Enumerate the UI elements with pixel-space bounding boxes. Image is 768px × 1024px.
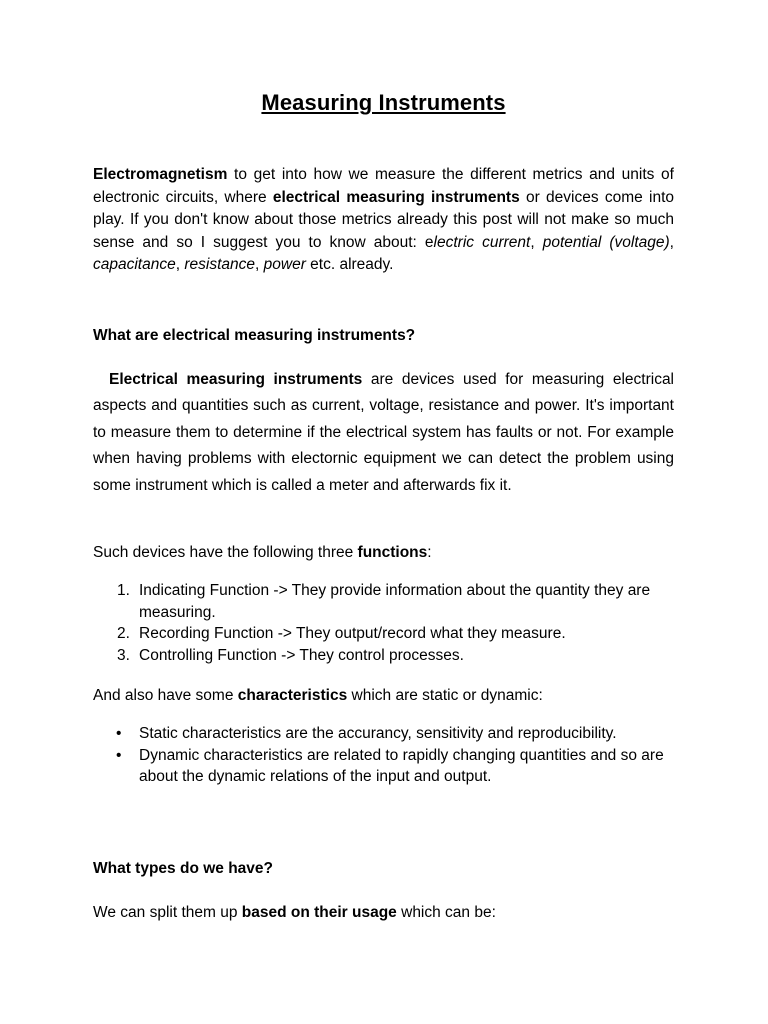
intro-term-instruments: electrical measuring instruments bbox=[272, 188, 520, 206]
intro-text: , bbox=[255, 256, 264, 273]
usage-text: which can be: bbox=[396, 904, 496, 921]
intro-text: etc. already. bbox=[305, 256, 394, 273]
intro-term-current: lectric current bbox=[433, 233, 531, 251]
characteristics-list bbox=[93, 723, 674, 788]
list-number: 2. bbox=[117, 625, 130, 642]
definition-text: are devices used for measuring electrical aspects and quantities such as current, voltage, resistance and power. It's important to measure them to determine if the electrical system has faults or not. For example when having problems with electornic equipment we can detect the problem using some instrument which is called a meter and afterwards fix it. bbox=[93, 371, 675, 494]
definition-paragraph bbox=[93, 367, 674, 499]
intro-text: , bbox=[669, 233, 674, 251]
characteristics-intro bbox=[93, 685, 674, 708]
functions-term: functions bbox=[357, 544, 428, 561]
functions-intro-text: Such devices have the following three bbox=[93, 544, 358, 561]
list-item-text: Indicating Function -> They provide information about the quantity they are measuring. bbox=[139, 582, 651, 621]
bullet-icon: • bbox=[116, 746, 122, 764]
intro-text: , bbox=[175, 256, 185, 273]
list-item-text: Recording Function -> They output/record what they measure. bbox=[139, 625, 566, 642]
intro-text: to get into how we measure the different metrics and units of electronic circuits, where bbox=[93, 166, 674, 206]
definition-term: Electrical measuring instruments bbox=[109, 371, 363, 388]
list-item-text: Static characteristics are the accurancy, sensitivity and reproducibility. bbox=[139, 725, 617, 742]
intro-term-electromagnetism: Electromagnetism bbox=[93, 166, 228, 183]
list-item bbox=[93, 580, 674, 623]
characteristics-term: characteristics bbox=[237, 687, 348, 704]
list-number: 1. bbox=[117, 582, 130, 599]
list-item-text: Dynamic characteristics are related to rapidly changing quantities and so are about the dynamic relations of the input and output. bbox=[139, 746, 664, 785]
list-item bbox=[93, 745, 674, 788]
usage-paragraph bbox=[93, 902, 674, 925]
functions-intro bbox=[93, 542, 674, 565]
section-heading-types: What types do we have? bbox=[93, 860, 274, 877]
intro-term-power: power bbox=[263, 256, 306, 273]
usage-term: based on their usage bbox=[241, 904, 397, 921]
section-heading-what-are: What are electrical measuring instruments? bbox=[93, 327, 416, 344]
bullet-icon: • bbox=[116, 725, 122, 742]
list-item bbox=[93, 623, 674, 645]
characteristics-intro-text: And also have some bbox=[93, 687, 238, 704]
functions-list bbox=[93, 580, 674, 666]
intro-term-capacitance: capacitance bbox=[93, 256, 176, 273]
intro-text: , bbox=[530, 233, 543, 251]
list-item-text: Controlling Function -> They control processes. bbox=[139, 646, 464, 664]
functions-intro-text: : bbox=[427, 544, 432, 561]
intro-term-resistance: resistance bbox=[184, 256, 256, 273]
list-number: 3. bbox=[117, 646, 130, 664]
list-item bbox=[93, 723, 674, 745]
characteristics-intro-text: which are static or dynamic: bbox=[347, 687, 543, 704]
intro-paragraph bbox=[93, 164, 674, 277]
intro-text: or devices come into play. If you don't know about those metrics already this post will not make so much sense and so I suggest you to know about: e bbox=[93, 188, 674, 251]
page-title: Measuring Instruments bbox=[261, 90, 506, 115]
intro-term-voltage: potential (voltage) bbox=[542, 233, 670, 251]
usage-text: We can split them up bbox=[93, 904, 242, 921]
list-item bbox=[93, 645, 674, 667]
